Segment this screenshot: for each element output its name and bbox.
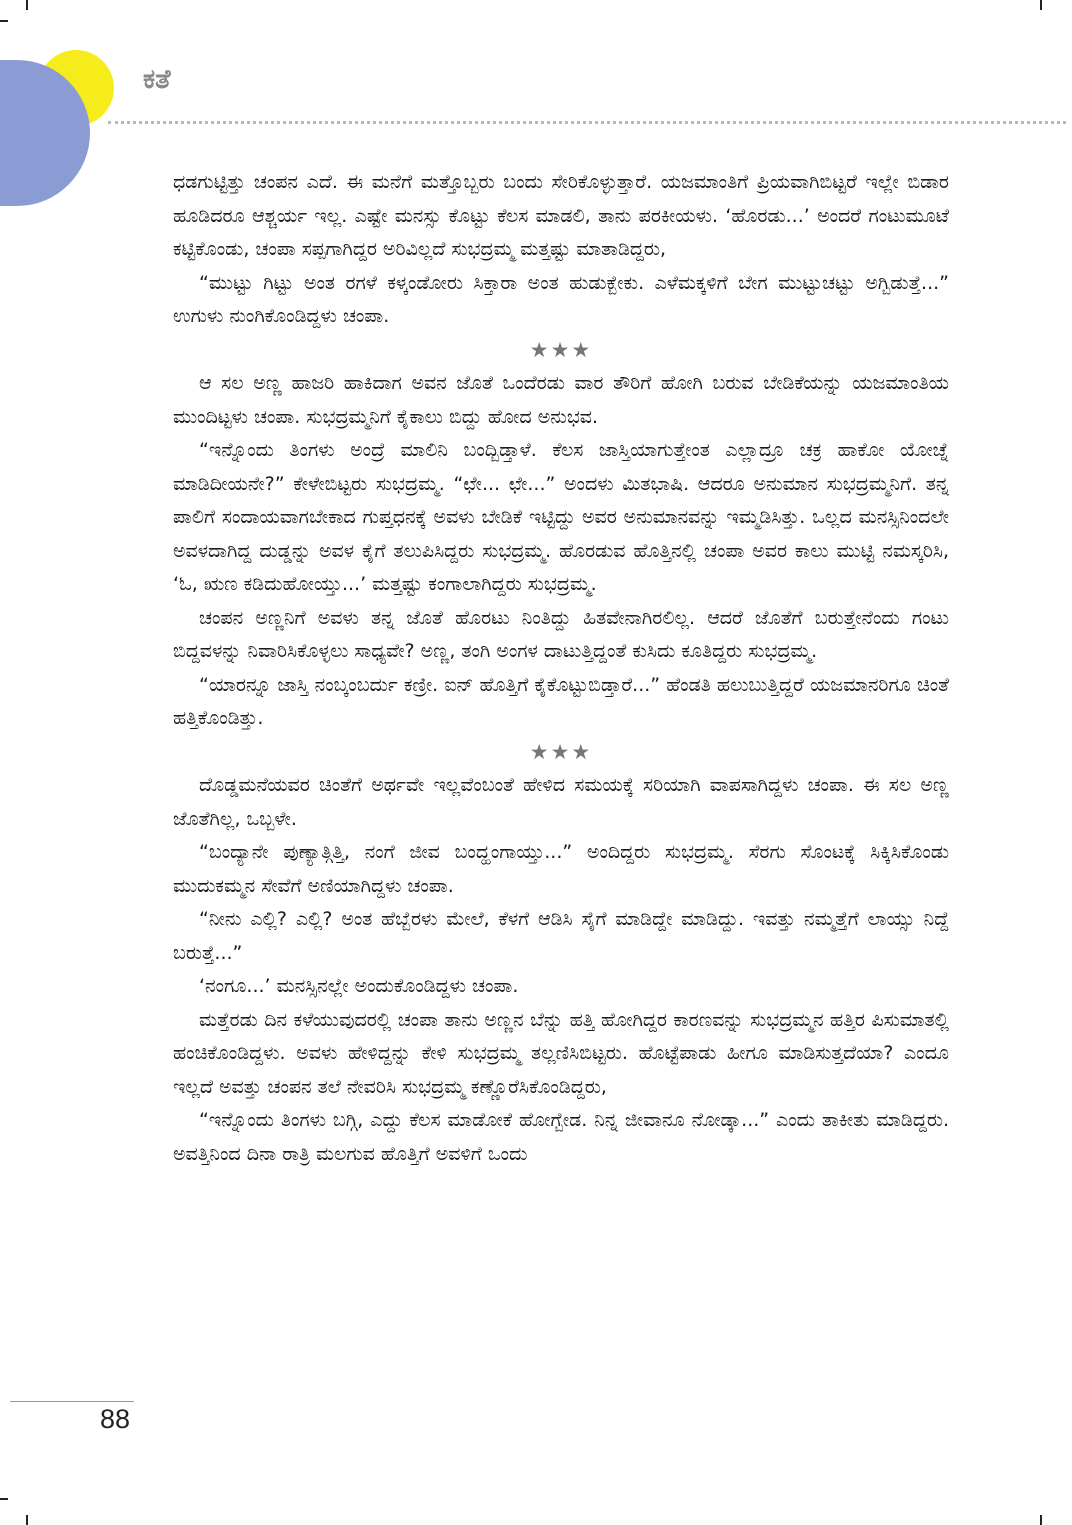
section-separator: ★★★	[529, 739, 593, 764]
story-body	[173, 166, 949, 1171]
crop-mark	[26, 0, 28, 10]
paragraph: “ಯಾರನ್ನೂ ಜಾಸ್ತಿ ನಂಬ್ಕಂಬರ್ದು ಕಣ್ರೀ. ಐನ್ ಹೊತ್ತಿಗೆ ಕೈಕೊಟ್ಟುಬಿಡ್ತಾರೆ...” ಹೆಂಡತಿ ಹಲುಬುತ್ತಿದ್ದರೆ ಯಜಮಾನರಿಗೂ ಚಿಂತೆ ಹತ್ತಿಕೊಂಡಿತ್ತು.	[173, 673, 949, 729]
crop-mark	[1040, 1515, 1042, 1525]
crop-mark	[26, 1515, 28, 1525]
paragraph: ಚಂಪನ ಅಣ್ಣನಿಗೆ ಅವಳು ತನ್ನ ಜೊತೆ ಹೊರಟು ನಿಂತಿದ್ದು ಹಿತವೇನಾಗಿರಲಿಲ್ಲ. ಆದರೆ ಜೊತೆಗೆ ಬರುತ್ತೇನೆಂದು ಗಂಟು ಬಿದ್ದವಳನ್ನು ನಿವಾರಿಸಿಕೊಳ್ಳಲು ಸಾಧ್ಯವೇ? ಅಣ್ಣ, ತಂಗಿ ಅಂಗಳ ದಾಟುತ್ತಿದ್ದಂತೆ ಕುಸಿದು ಕೂತಿದ್ದರು ಸುಭದ್ರಮ್ಮ.	[173, 606, 949, 662]
section-title: ಕತೆ	[143, 64, 171, 95]
footer-rule	[10, 1401, 134, 1402]
paragraph: “ಇನ್ನೊಂದು ತಿಂಗಳು ಅಂದ್ರೆ ಮಾಲಿನಿ ಬಂದ್ಬಿಡ್ತಾಳೆ. ಕೆಲಸ ಜಾಸ್ತಿಯಾಗುತ್ತೇಂತ ಎಲ್ಲಾದ್ರೂ ಚಕ್ರ ಹಾಕೋ ಯೋಚ್ನೆ ಮಾಡಿದೀಯನೇ?” ಕೇಳೇಬಿಟ್ಟರು ಸುಭದ್ರಮ್ಮ. “ಛೇ... ಛೇ...” ಅಂದಳು ಮಿತಭಾಷಿ. ಆದರೂ ಅನುಮಾನ ಸುಭದ್ರಮ್ಮನಿಗೆ. ತನ್ನ ಪಾಲಿಗೆ ಸಂದಾಯವಾಗಬೇಕಾದ ಗುಪ್ತಧನಕ್ಕೆ ಅವಳು ಬೇಡಿಕೆ ಇಟ್ಟಿದ್ದು ಅವರ ಅನುಮಾನವನ್ನು ಇಮ್ಮಡಿಸಿತ್ತು. ಒಲ್ಲದ ಮನಸ್ಸಿನಿಂದಲೇ ಅವಳದಾಗಿದ್ದ ದುಡ್ಡನ್ನು ಅವಳ ಕೈಗೆ ತಲುಪಿಸಿದ್ದರು ಸುಭದ್ರಮ್ಮ. ಹೊರಡುವ ಹೊತ್ತಿನಲ್ಲಿ ಚಂಪಾ ಅವರ ಕಾಲು ಮುಟ್ಟಿ ನಮಸ್ಕರಿಸಿ, ‘ಓ, ಋಣ ಕಡಿದುಹೋಯ್ತು...’ ಮತ್ತಷ್ಟು ಕಂಗಾಲಾಗಿದ್ದರು ಸುಭದ್ರಮ್ಮ.	[173, 439, 949, 595]
crop-mark	[1040, 0, 1042, 10]
header-dotted-rule	[108, 121, 1066, 124]
paragraph: ಧಡಗುಟ್ಟಿತ್ತು ಚಂಪನ ಎದೆ. ಈ ಮನೆಗೆ ಮತ್ತೊಬ್ಬರು ಬಂದು ಸೇರಿಕೊಳ್ಳುತ್ತಾರೆ. ಯಜಮಾಂತಿಗೆ ಪ್ರಿಯವಾಗಿಬಿಟ್ಟರೆ ಇಲ್ಲೇ ಬಿಡಾರ ಹೂಡಿದರೂ ಆಶ್ಚರ್ಯ ಇಲ್ಲ. ಎಷ್ಟೇ ಮನಸ್ಸು ಕೊಟ್ಟು ಕೆಲಸ ಮಾಡಲಿ, ತಾನು ಪರಕೀಯಳು. ‘ಹೊರಡು...’ ಅಂದರೆ ಗಂಟುಮೂಟೆ ಕಟ್ಟಿಕೊಂಡು, ಚಂಪಾ ಸಪ್ಪಗಾಗಿದ್ದರ ಅರಿವಿಲ್ಲದೆ ಸುಭದ್ರಮ್ಮ ಮತ್ತಷ್ಟು ಮಾತಾಡಿದ್ದರು,	[173, 171, 949, 260]
paragraph: ದೊಡ್ಡಮನೆಯವರ ಚಿಂತೆಗೆ ಅರ್ಥವೇ ಇಲ್ಲವೆಂಬಂತೆ ಹೇಳಿದ ಸಮಯಕ್ಕೆ ಸರಿಯಾಗಿ ವಾಪಸಾಗಿದ್ದಳು ಚಂಪಾ. ಈ ಸಲ ಅಣ್ಣ ಜೊತೆಗಿಲ್ಲ, ಒಬ್ಬಳೇ.	[173, 774, 949, 830]
section-separator: ★★★	[529, 337, 593, 362]
paragraph: “ಮುಟ್ಟು ಗಿಟ್ಟು ಅಂತ ರಗಳೆ ಕಳ್ಕಂಡೋರು ಸಿಕ್ತಾರಾ ಅಂತ ಹುಡುಕ್ಬೇಕು. ಎಳೆಮಕ್ಕಳಿಗೆ ಬೇಗ ಮುಟ್ಟುಚಟ್ಟು ಅಗ್ಬಿಡುತ್ತೆ...” ಉಗುಳು ನುಂಗಿಕೊಂಡಿದ್ದಳು ಚಂಪಾ.	[173, 271, 949, 327]
paragraph: “ನೀನು ಎಲ್ಲಿ? ಎಲ್ಲಿ? ಅಂತ ಹೆಬ್ಬೆರಳು ಮೇಲೆ, ಕೆಳಗೆ ಆಡಿಸಿ ಸೈಗೆ ಮಾಡಿದ್ದೇ ಮಾಡಿದ್ದು. ಇವತ್ತು ನಮ್ಮತ್ತೆಗೆ ಲಾಯ್ಸು ನಿದ್ದೆ ಬರುತ್ತೆ...”	[173, 908, 949, 964]
paragraph: “ಬಂದ್ಯಾನೇ ಪುಣ್ಯಾತ್ಗಿತ್ತಿ, ನಂಗೆ ಜೀವ ಬಂದ್ಹಂಗಾಯ್ತು...” ಅಂದಿದ್ದರು ಸುಭದ್ರಮ್ಮ. ಸೆರಗು ಸೊಂಟಕ್ಕೆ ಸಿಕ್ಕಿಸಿಕೊಂಡು ಮುದುಕಮ್ಮನ ಸೇವೆಗೆ ಅಣಿಯಾಗಿದ್ದಳು ಚಂಪಾ.	[173, 841, 949, 897]
paragraph: ಮತ್ತೆರಡು ದಿನ ಕಳೆಯುವುದರಲ್ಲಿ ಚಂಪಾ ತಾನು ಅಣ್ಣನ ಬೆನ್ನು ಹತ್ತಿ ಹೋಗಿದ್ದರ ಕಾರಣವನ್ನು ಸುಭದ್ರಮ್ಮನ ಹತ್ತಿರ ಪಿಸುಮಾತಲ್ಲಿ ಹಂಚಿಕೊಂಡಿದ್ದಳು. ಅವಳು ಹೇಳಿದ್ದನ್ನು ಕೇಳಿ ಸುಭದ್ರಮ್ಮ ತಲ್ಲಣಿಸಿಬಿಟ್ಟರು. ಹೊಟ್ಟೆಪಾಡು ಹೀಗೂ ಮಾಡಿಸುತ್ತದೆಯಾ? ಎಂದೂ ಇಲ್ಲದೆ ಅವತ್ತು ಚಂಪನ ತಲೆ ನೇವರಿಸಿ ಸುಭದ್ರಮ್ಮ ಕಣ್ಣೊರೆಸಿಕೊಂಡಿದ್ದರು,	[173, 1008, 949, 1098]
paragraph: ಆ ಸಲ ಅಣ್ಣ ಹಾಜರಿ ಹಾಕಿದಾಗ ಅವನ ಜೊತೆ ಒಂದೆರಡು ವಾರ ತೌರಿಗೆ ಹೋಗಿ ಬರುವ ಬೇಡಿಕೆಯನ್ನು ಯಜಮಾಂತಿಯ ಮುಂದಿಟ್ಟಳು ಚಂಪಾ. ಸುಭದ್ರಮ್ಮನಿಗೆ ಕೈಕಾಲು ಬಿದ್ದು ಹೋದ ಅನುಭವ.	[173, 372, 949, 428]
paragraph: ‘ನಂಗೂ...’ ಮನಸ್ಸಿನಲ್ಲೇ ಅಂದುಕೊಂಡಿದ್ದಳು ಚಂಪಾ.	[199, 975, 519, 997]
page-number: 88	[100, 1404, 131, 1434]
crop-mark	[0, 20, 8, 22]
paragraph: “ಇನ್ನೊಂದು ತಿಂಗಳು ಬಗ್ಗಿ, ಎದ್ದು ಕೆಲಸ ಮಾಡೋಕೆ ಹೋಗ್ಬೇಡ. ನಿನ್ನ ಜೀವಾನೂ ನೋಡ್ಕಾ...” ಎಂದು ತಾಕೀತು ಮಾಡಿದ್ದರು. ಅವತ್ತಿನಿಂದ ದಿನಾ ರಾತ್ರಿ ಮಲಗುವ ಹೊತ್ತಿಗೆ ಅವಳಿಗೆ ಒಂದು	[173, 1109, 949, 1165]
crop-mark	[0, 1498, 8, 1500]
